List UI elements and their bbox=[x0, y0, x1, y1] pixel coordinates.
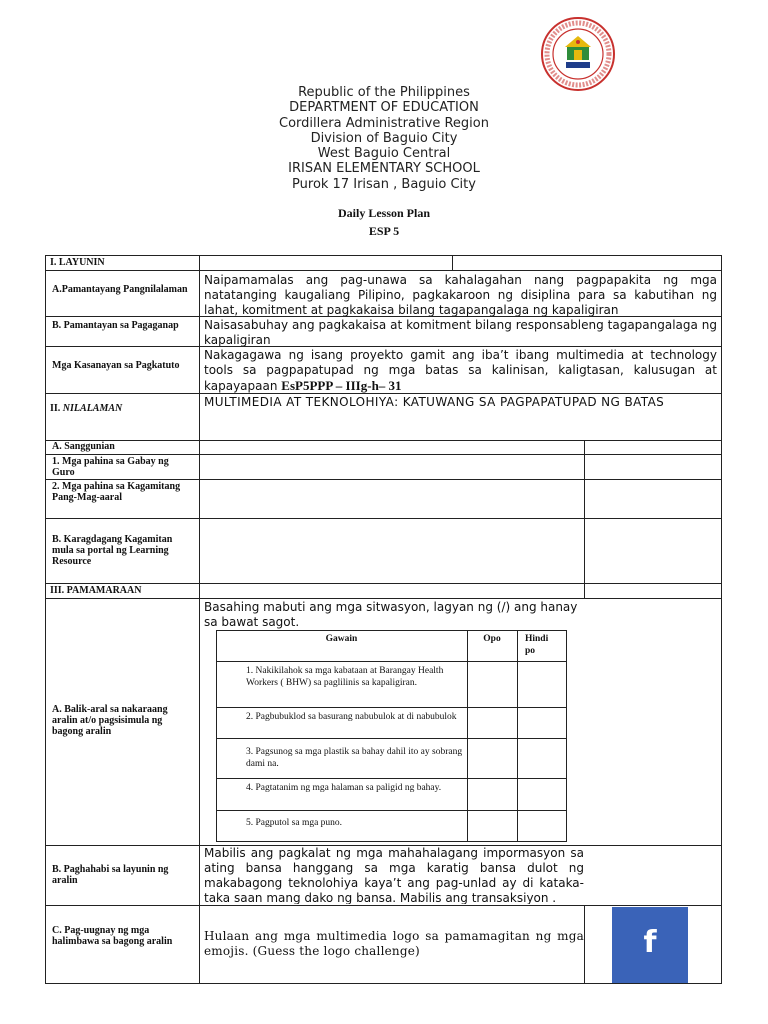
gabay-label: 1. Mga pahina sa Gabay ng Guro bbox=[52, 456, 169, 478]
sanggunian-label: A. Sanggunian bbox=[52, 441, 115, 452]
kasanayan-code: EsP5PPP – IIIg-h– 31 bbox=[281, 378, 402, 393]
header-line: IRISAN ELEMENTARY SCHOOL bbox=[288, 161, 480, 177]
activity-item: 1. Nakikilahok sa mga kabataan at Barangay Health Workers ( BHW) sa paglilinis sa kapaligiran. bbox=[246, 666, 444, 688]
kasanayan-cell bbox=[204, 348, 717, 394]
header-line: Division of Baguio City bbox=[310, 130, 458, 146]
paghahabi-text: Mabilis ang pagkalat ng mga mahahalagang impormasyon sa ating bansa hanggang sa mga karatig bansa dulot ng makabagong teknolohiya kaya’t ang pag-unlad ay di kataka-taka saan mang dako ng bansa. Mabilis ang transaksiyon . bbox=[204, 846, 584, 904]
facebook-logo-icon bbox=[612, 907, 688, 983]
subject-title: ESP 5 bbox=[368, 224, 400, 238]
header-line: West Baguio Central bbox=[317, 146, 451, 162]
activity-item: 3. Pagsunog sa mga plastik sa bahay dahil ito ay sobrang dami na. bbox=[246, 747, 463, 769]
paghahabi-label: B. Paghahabi sa layunin ng aralin bbox=[52, 864, 169, 886]
nilalaman-text: MULTIMEDIA AT TEKNOLOHIYA: KATUWANG SA PAGPAPATUPAD NG BATAS bbox=[204, 395, 665, 409]
pagganap-text: Naisasabuhay ang pagkakaisa at komitment bilang responsableng tagapangalaga ng kapaligiran bbox=[204, 318, 717, 346]
header-line: DEPARTMENT OF EDUCATION bbox=[289, 100, 479, 116]
hindi-po-header: Hindi po bbox=[525, 634, 549, 656]
activity-item: 2. Pagbubuklod sa basurang nabubulok at di nabubulok bbox=[246, 712, 457, 722]
kasanayan-text: Nakagagawa ng isang proyekto gamit ang iba’t ibang multimedia at technology tools sa pagpapatupad ng mga batas sa kalinisan, kaligtasan, kalusugan at kapayapaan bbox=[204, 348, 717, 393]
kasanayan-label: Mga Kasanayan sa Pagkatuto bbox=[52, 360, 180, 371]
kagamitan-label: 2. Mga pahina sa Kagamitang Pang-Mag-aaral bbox=[52, 481, 181, 503]
school-header bbox=[0, 85, 768, 192]
opo-header: Opo bbox=[483, 634, 501, 644]
karagdagang-label: B. Karagdagang Kagamitan mula sa portal ng Learning Resource bbox=[52, 534, 173, 567]
facebook-f-glyph: f bbox=[643, 925, 657, 960]
activity-item: 5. Pagputol sa mga puno. bbox=[246, 818, 343, 828]
balik-aral-instruction: Basahing mabuti ang mga sitwasyon, lagyan ng (/) ang hanay sa bawat sagot. bbox=[204, 600, 578, 629]
header-line: Republic of the Philippines bbox=[298, 85, 470, 100]
pamamaraan-label: III. PAMAMARAAN bbox=[50, 585, 142, 596]
pamantayang-label: A.Pamantayang Pangnilalaman bbox=[52, 284, 188, 295]
pag-uugnay-text: Hulaan ang mga multimedia logo sa pamamagitan ng mga emojis. (Guess the logo challenge) bbox=[204, 929, 584, 958]
pamantayang-text: Naipamamalas ang pag-unawa sa kahalagahan nang pagpapakita ng mga natatanging kaugaliang Pilipino, pagkakaroon ng disiplina para sa kabutihan ng lahat, komitment at pagkakaisa bilang tagapangalaga ng kapaligiran bbox=[204, 273, 717, 316]
nilalaman-word: NILALAMAN bbox=[62, 403, 123, 414]
activity-item: 4. Pagtatanim ng mga halaman sa paligid ng bahay. bbox=[246, 783, 442, 793]
header-line: Purok 17 Irisan , Baguio City bbox=[292, 176, 476, 192]
nilalaman-num: II. bbox=[50, 403, 61, 414]
nilalaman-label bbox=[50, 403, 198, 414]
pagganap-label: B. Pamantayan sa Pagaganap bbox=[52, 320, 179, 331]
pag-uugnay-label: C. Pag-uugnay ng mga halimbawa sa bagong aralin bbox=[52, 925, 173, 947]
school-seal-logo bbox=[540, 16, 616, 92]
layunin-label: I. LAYUNIN bbox=[50, 257, 105, 268]
balik-aral-label: A. Balik-aral sa nakaraang aralin at/o pagsisimula ng bagong aralin bbox=[52, 704, 168, 737]
activity-table bbox=[216, 630, 567, 842]
gawain-header: Gawain bbox=[325, 634, 358, 644]
header-line: Cordillera Administrative Region bbox=[279, 115, 489, 131]
document-title: Daily Lesson Plan bbox=[337, 206, 430, 220]
